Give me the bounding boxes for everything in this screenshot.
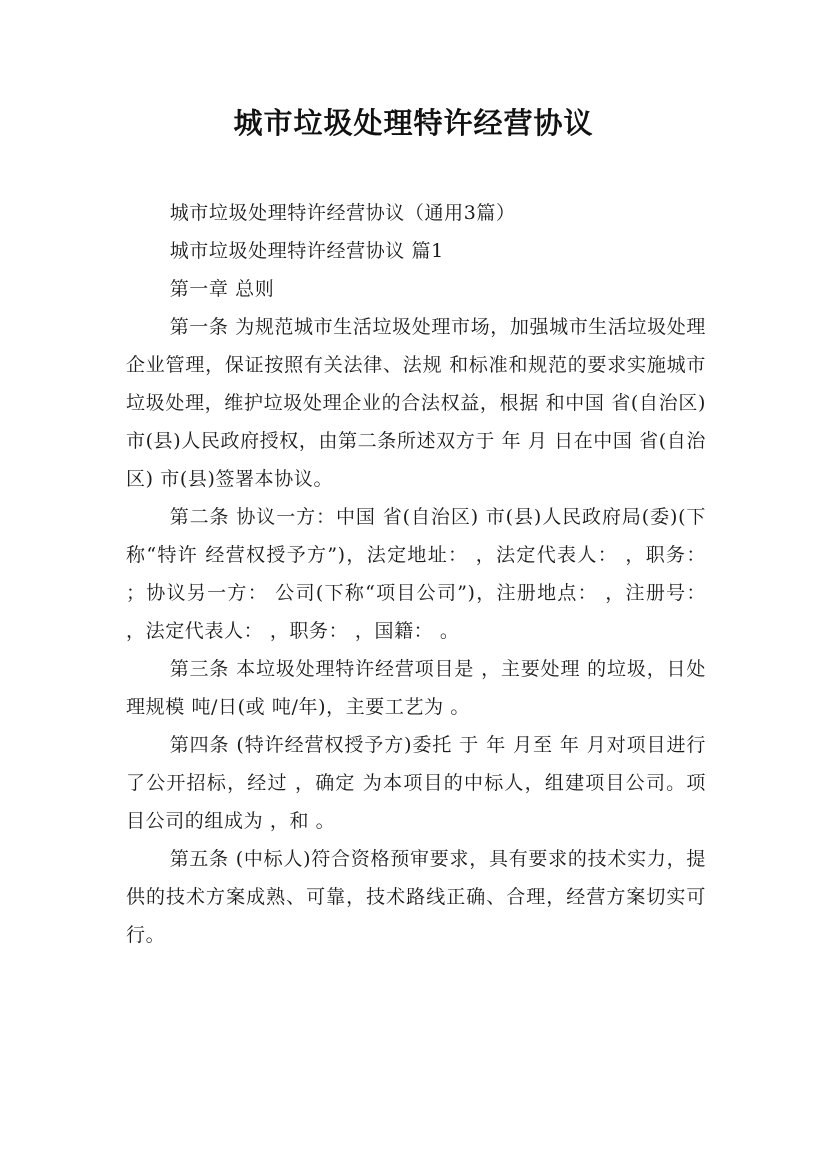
article-4-paragraph: 第四条 (特许经营权授予方)委托 于 年 月至 年 月对项目进行了公开招标，经过 ，确定 为本项目的中标人，组建项目公司。项目公司的组成为 ，和 。 <box>126 734 706 832</box>
chapter-heading: 第一章 总则 <box>169 278 275 300</box>
document-body <box>126 194 706 954</box>
subtitle-paragraph: 城市垃圾处理特许经营协议（通用3篇） <box>169 202 516 224</box>
article-2-paragraph: 第二条 协议一方：中国 省(自治区) 市(县)人民政府局(委)(下称“特许 经营权授予方”)，法定地址： ，法定代表人： ，职务： ；协议另一方： 公司(下称“项目公司”)，注册地点： ，注册号： ，法定代表人： ，职务： ，国籍： 。 <box>126 506 706 642</box>
document-title: 城市垃圾处理特许经营协议 <box>233 106 594 140</box>
article-3-paragraph: 第三条 本垃圾处理特许经营项目是 ，主要处理 的垃圾，日处理规模 吨/日(或 吨/年)，主要工艺为 。 <box>126 658 706 718</box>
article-5-paragraph: 第五条 (中标人)符合资格预审要求，具有要求的技术实力，提供的技术方案成熟、可靠，技术路线正确、合理，经营方案切实可行。 <box>126 848 706 946</box>
article-1-paragraph: 第一条 为规范城市生活垃圾处理市场，加强城市生活垃圾处理企业管理，保证按照有关法律、法规 和标准和规范的要求实施城市垃圾处理，维护垃圾处理企业的合法权益，根据 和中国 省(自治区) 市(县)人民政府授权，由第二条所述双方于 年 月 日在中国 省(自治区) 市(县)签署本协议。 <box>126 316 706 490</box>
section-heading: 城市垃圾处理特许经营协议 篇1 <box>169 240 444 262</box>
